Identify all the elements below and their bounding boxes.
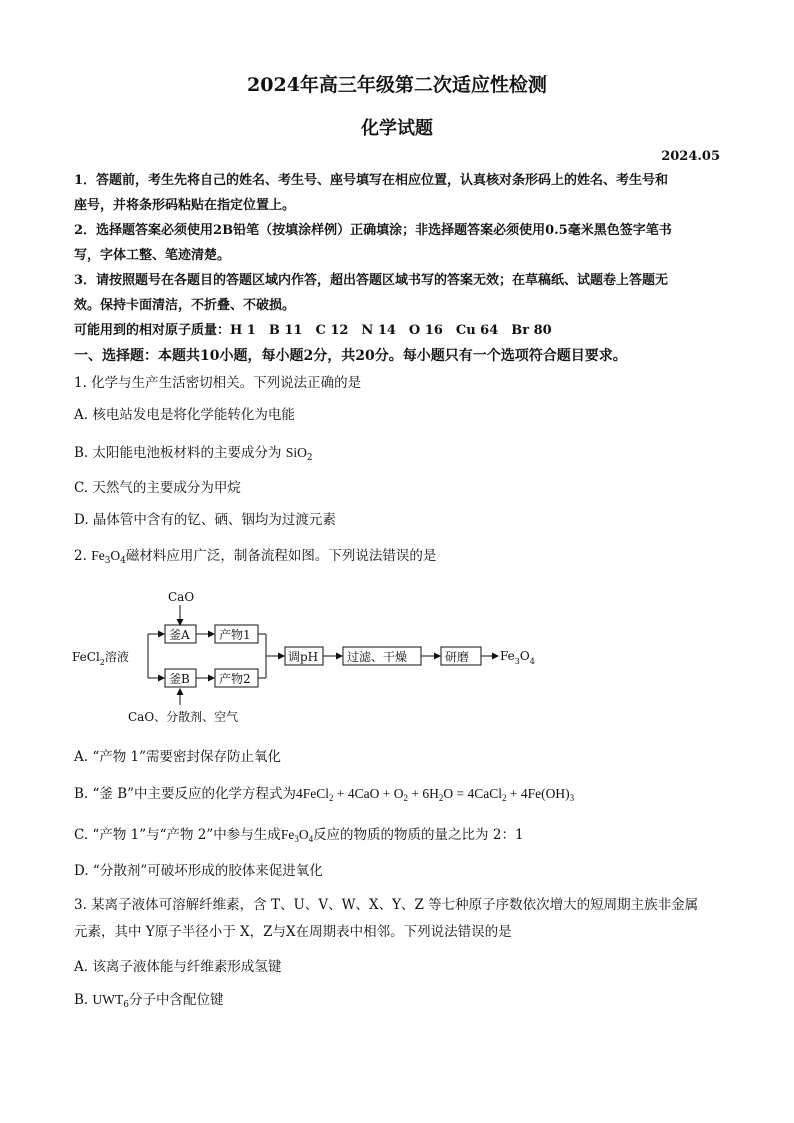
q3-option-b-post: 分子中含配位键 [129, 992, 224, 1008]
flow-filter-dry-label: 过滤、干燥 [347, 650, 408, 664]
q2-option-a[interactable]: A. “产物 1”需要密封保存防止氧化 [74, 749, 282, 765]
flow-product1-label: 产物1 [219, 628, 251, 642]
q2-option-b[interactable] [74, 784, 574, 804]
flow-feed-label: FeCl$_2$溶液 [72, 650, 129, 667]
page-subtitle: 化学试题 [361, 118, 433, 139]
q2-fe: Fe [91, 548, 105, 563]
q1-stem: 1. 化学与生产生活密切相关。下列说法正确的是 [74, 375, 362, 391]
page-title: 2024年高三年级第二次适应性检测 [247, 74, 547, 96]
flow-bottom-input-label: CaO、分散剂、空气 [128, 710, 239, 724]
q1-option-b-text: B. 太阳能电池板材料的主要成分为 [74, 445, 282, 461]
process-flow-diagram [70, 585, 550, 727]
flow-kettle-b-label: 釜B [169, 672, 190, 686]
exam-date: 2024.05 [661, 149, 720, 164]
instruction-3-line-2: 效。保持卡面清洁，不折叠、不破损。 [74, 298, 296, 313]
q2-option-c-post: 反应的物质的物质的量之比为 2：1 [313, 827, 524, 843]
q3-stem-line-2: 元素，其中 Y原子半径小于 X，Z与X在周期表中相邻。下列说法错误的是 [74, 924, 512, 940]
flow-grind-label: 研磨 [445, 650, 470, 664]
atomic-masses: 可能用到的相对原子质量：H 1 B 11 C 12 N 14 O 16 Cu 64 Br 80 [74, 323, 552, 338]
q2-option-c[interactable] [74, 825, 524, 845]
q1-option-b-sub: 2 [306, 453, 313, 463]
instruction-1-line-2: 座号，并将条形码粘贴在指定位置上。 [74, 198, 296, 213]
q1-option-d[interactable]: D. 晶体管中含有的钇、硒、铟均为过渡元素 [74, 512, 336, 528]
q2-option-c-pre: C. “产物 1”与“产物 2”中参与生成 [74, 827, 281, 843]
q2-stem-rest: 磁材料应用广泛，制备流程如图。下列说法错误的是 [125, 548, 437, 564]
q2-number: 2. [74, 548, 87, 564]
instructions [74, 168, 724, 343]
q3-option-a[interactable]: A. 该离子液体能与纤维素形成氢键 [74, 959, 282, 975]
q2-stem [74, 546, 724, 566]
q2-option-b-equation: 4FeCl$_2$ + $4CaO + O_2 + 6H_2O$ = 4CaCl$_2$ + $4Fe(OH)_3$ [296, 786, 575, 803]
instruction-3-line-1: 3．请按照题号在各题目的答题区域内作答，超出答题区域书写的答案无效；在草稿纸、试题卷上答题无 [74, 273, 669, 288]
flow-kettle-a-label: 釜A [169, 628, 190, 642]
q1-option-b[interactable] [74, 443, 313, 463]
q3-option-b[interactable] [74, 990, 224, 1010]
flow-output-label: $Fe_3O_4$ [500, 649, 535, 666]
q2-sub4: 4 [120, 556, 126, 566]
flow-adjust-ph-label: 调pH [288, 650, 319, 664]
q2-option-b-text: B. “釜 B”中主要反应的化学方程式为 [74, 786, 297, 802]
q1-option-b-formula: SiO [285, 445, 307, 460]
q1-option-c[interactable]: C. 天然气的主要成分为甲烷 [74, 480, 241, 496]
q3-option-b-pre: B. [74, 992, 93, 1008]
q2-sub3: 3 [104, 556, 111, 566]
flow-product2-label: 产物2 [219, 672, 251, 686]
q2-option-c-formula: $Fe_3O_4$ [280, 827, 314, 844]
instruction-2-line-2: 写，字体工整、笔迹清楚。 [74, 248, 231, 263]
q3-option-b-formula: UWT [92, 992, 124, 1007]
instruction-2-line-1: 2．选择题答案必须使用2B铅笔（按填涂样例）正确填涂；非选择题答案必须使用0.5毫米黑色签字笔书 [74, 223, 672, 238]
q1-option-a[interactable]: A. 核电站发电是将化学能转化为电能 [74, 407, 295, 423]
q2-option-d[interactable]: D. “分散剂”可破坏形成的胶体来促进氧化 [74, 863, 323, 879]
q3-option-b-sub: 6 [123, 1000, 129, 1010]
flow-cao-top-label: CaO [168, 590, 195, 604]
section-heading: 一、选择题：本题共10小题，每小题2分，共20分。每小题只有一个选项符合题目要求。 [74, 348, 627, 364]
instruction-1-line-1: 1．答题前，考生先将自己的姓名、考生号、座号填写在相应位置，认真核对条形码上的姓名、考生号和 [74, 173, 669, 188]
q3-stem-line-1: 3. 某离子液体可溶解纤维素，含 T、U、V、W、X、Y、Z 等七种原子序数依次增大的短周期主族非金属 [74, 897, 699, 913]
q2-o: O [110, 548, 121, 563]
